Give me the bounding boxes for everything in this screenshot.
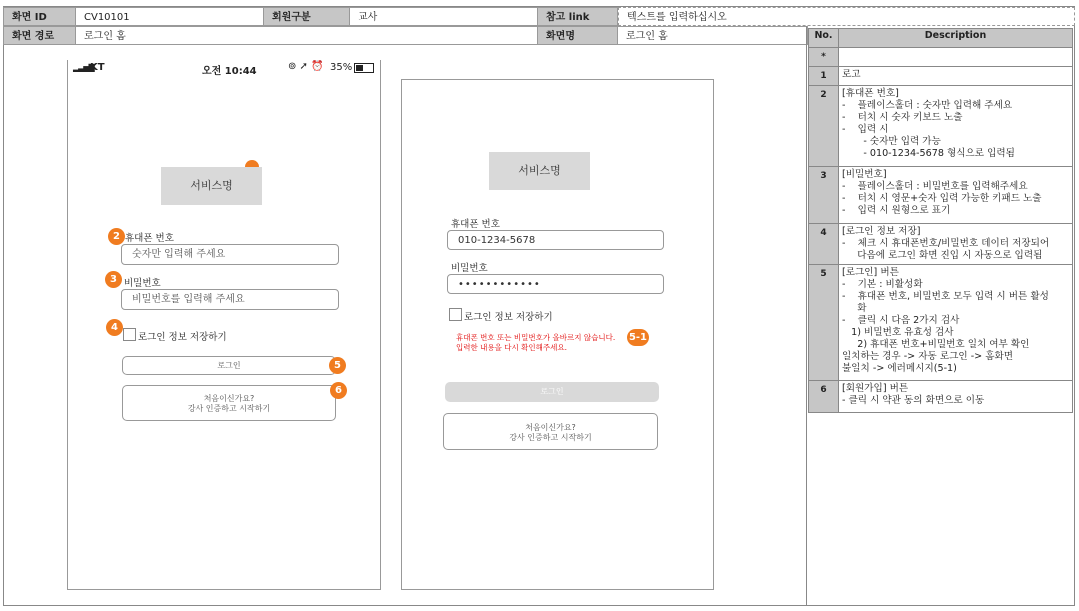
desc-row (809, 224, 1073, 265)
password-input-2[interactable]: •••••••••••• (447, 274, 664, 294)
status-bar (68, 60, 380, 75)
desc-text: [로그인] 버튼 - 기본 : 비활성화 - 휴대폰 번호, 비밀번호 모두 입력 시 버튼 활성 화 - 클릭 시 다음 2가지 검사 1) 비밀번호 유효성 검사 2) 휴대폰 번호+비밀번호 일치 여부 확인 일치하는 경우 -> 자동 로그인 -> 홈화면 불일치 -> 에러메시지(5-1) (839, 265, 1073, 381)
desc-row (809, 265, 1073, 381)
desc-no: 6 (809, 381, 839, 413)
phone-mockup-1 (67, 60, 381, 590)
member-type-label: 회원구분 (264, 7, 350, 26)
screen-name-label: 화면명 (538, 26, 618, 45)
desc-text: [휴대폰 번호] - 플레이스홀더 : 숫자만 입력해 주세요 - 터치 시 숫자 키보드 노출 - 입력 시 - 숫자만 입력 가능 - 010-1234-5678 형식으로 입력됨 (839, 86, 1073, 167)
password-label-2: 비밀번호 (451, 263, 488, 274)
desc-no: 4 (809, 224, 839, 265)
desc-text: [회원가입] 버튼 - 클릭 시 약관 동의 화면으로 이동 (839, 381, 1073, 413)
error-line1: 휴대폰 번호 또는 비밀번호가 올바르지 않습니다. (456, 333, 616, 342)
carrier-label: KT (90, 62, 105, 73)
desc-no: 3 (809, 167, 839, 224)
col-desc-header: Description (839, 29, 1073, 48)
save-login-checkbox-2[interactable] (449, 308, 462, 321)
panel-divider (806, 26, 807, 606)
desc-row (809, 381, 1073, 413)
desc-no: 5 (809, 265, 839, 381)
desc-no: 1 (809, 67, 839, 86)
screen-name-value: 로그인 홈 (618, 26, 808, 45)
signal-icon: ▂▃▅▇ (73, 63, 94, 72)
battery-icon (354, 63, 374, 73)
save-login-label-2: 로그인 정보 저장하기 (464, 312, 553, 323)
screen-path-label: 화면 경로 (3, 26, 76, 45)
col-no-header: No. (809, 29, 839, 48)
save-login-label: 로그인 정보 저장하기 (138, 332, 227, 343)
error-line2: 입력한 내용을 다시 확인해주세요. (456, 343, 567, 352)
badge-2: 2 (108, 228, 125, 245)
ref-link-label: 참고 link (538, 7, 618, 26)
screen-path-value: 로그인 홈 (76, 26, 538, 45)
desc-no: 2 (809, 86, 839, 167)
desc-row (809, 167, 1073, 224)
desc-text: [로그인 정보 저장] - 체크 시 휴대폰번호/비밀번호 데이터 저장되어 다음에 로그인 화면 진입 시 자동으로 입력됨 (839, 224, 1073, 265)
desc-row (809, 86, 1073, 167)
desc-no: * (809, 48, 839, 67)
badge-4: 4 (106, 319, 123, 336)
battery-label: 35% (330, 62, 353, 73)
desc-text: [비밀번호] - 플레이스홀더 : 비밀번호를 입력해주세요 - 터치 시 영문+숫자 입력 가능한 키패드 노출 - 입력 시 원형으로 표기 (839, 167, 1073, 224)
screen-id-value: CV10101 (76, 7, 264, 26)
phone-input-2[interactable]: 010-1234-5678 (447, 230, 664, 250)
desc-row (809, 67, 1073, 86)
desc-text: 로고 (839, 67, 1073, 86)
signup-line1: 처음이신가요? (203, 394, 255, 403)
phone-label-2: 휴대폰 번호 (451, 219, 500, 230)
service-logo-2: 서비스명 (489, 152, 590, 190)
password-input[interactable]: 비밀번호를 입력해 주세요 (121, 289, 339, 310)
login-button[interactable]: 로그인 (122, 356, 336, 375)
screen-id-label: 화면 ID (3, 7, 76, 26)
phone-input[interactable]: 숫자만 입력해 주세요 (121, 244, 339, 265)
signup-button[interactable] (122, 385, 336, 421)
member-type-value: 교사 (350, 7, 538, 26)
phone-mockup-2 (401, 79, 714, 590)
badge-5: 5 (329, 357, 346, 374)
phone-label: 휴대폰 번호 (125, 233, 174, 244)
save-login-checkbox[interactable] (123, 328, 136, 341)
badge-3: 3 (105, 271, 122, 288)
clock-label: 오전 10:44 (202, 66, 257, 77)
password-label: 비밀번호 (124, 278, 161, 289)
signup-line1-2: 처음이신가요? (525, 423, 576, 432)
signup-line2: 강사 인증하고 시작하기 (187, 404, 271, 413)
service-logo: 서비스명 (161, 167, 262, 205)
signup-line2-2: 강사 인증하고 시작하기 (509, 433, 592, 442)
error-message (456, 333, 615, 353)
signup-button-2[interactable] (443, 413, 658, 450)
status-icons: ⊚ ➚ ⏰ (288, 61, 324, 72)
desc-text (839, 48, 1073, 67)
badge-5-1: 5-1 (627, 329, 649, 346)
desc-row (809, 48, 1073, 67)
login-button-disabled[interactable]: 로그인 (445, 382, 659, 402)
description-table (808, 28, 1073, 413)
badge-6: 6 (330, 382, 347, 399)
ref-link-input[interactable]: 텍스트를 입력하십시오 (618, 7, 1075, 26)
